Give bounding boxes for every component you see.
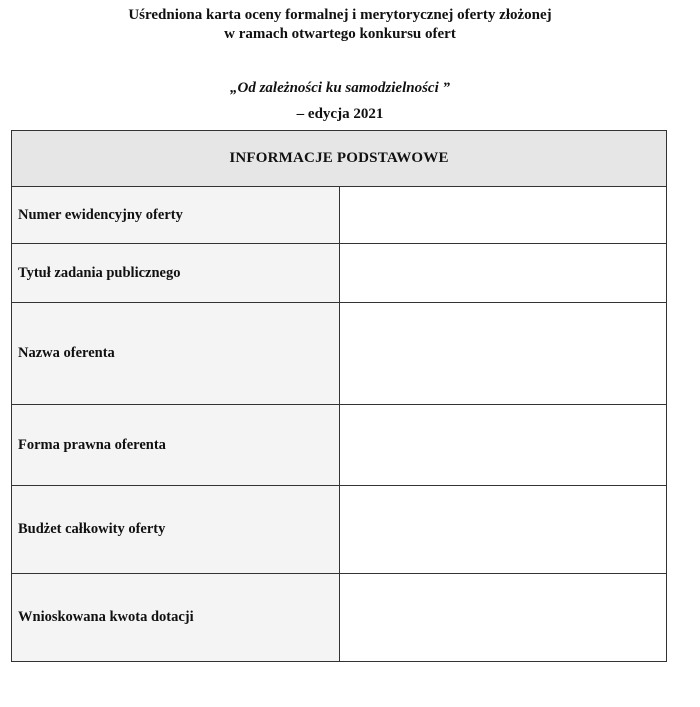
legal-form-field[interactable]: [339, 405, 667, 486]
table-row: [12, 303, 667, 405]
row-label-requested-grant: Wnioskowana kwota dotacji: [12, 574, 340, 662]
row-label-registration-number: Numer ewidencyjny oferty: [12, 187, 340, 244]
basic-info-table: [11, 130, 667, 662]
row-label-total-budget: Budżet całkowity oferty: [12, 486, 340, 574]
registration-number-field[interactable]: [339, 187, 667, 244]
table-row: [12, 187, 667, 244]
bidder-name-field[interactable]: [339, 303, 667, 405]
row-label-legal-form: Forma prawna oferenta: [12, 405, 340, 486]
table-header-row: [12, 131, 667, 187]
requested-grant-field[interactable]: [339, 574, 667, 662]
table-row: [12, 486, 667, 574]
row-label-bidder-name: Nazwa oferenta: [12, 303, 340, 405]
task-title-field[interactable]: [339, 244, 667, 303]
document-title-line-2: w ramach otwartego konkursu ofert: [224, 26, 456, 42]
total-budget-field[interactable]: [339, 486, 667, 574]
table-row: [12, 574, 667, 662]
edition-label: – edycja 2021: [296, 106, 384, 122]
table-row: [12, 244, 667, 303]
document-title-line-1: Uśredniona karta oceny formalnej i merytorycznej oferty złożonej: [128, 7, 552, 23]
table-row: [12, 405, 667, 486]
row-label-task-title: Tytuł zadania publicznego: [12, 244, 340, 303]
section-title: INFORMACJE PODSTAWOWE: [12, 131, 667, 187]
program-title: „Od zależności ku samodzielności ”: [229, 80, 451, 96]
